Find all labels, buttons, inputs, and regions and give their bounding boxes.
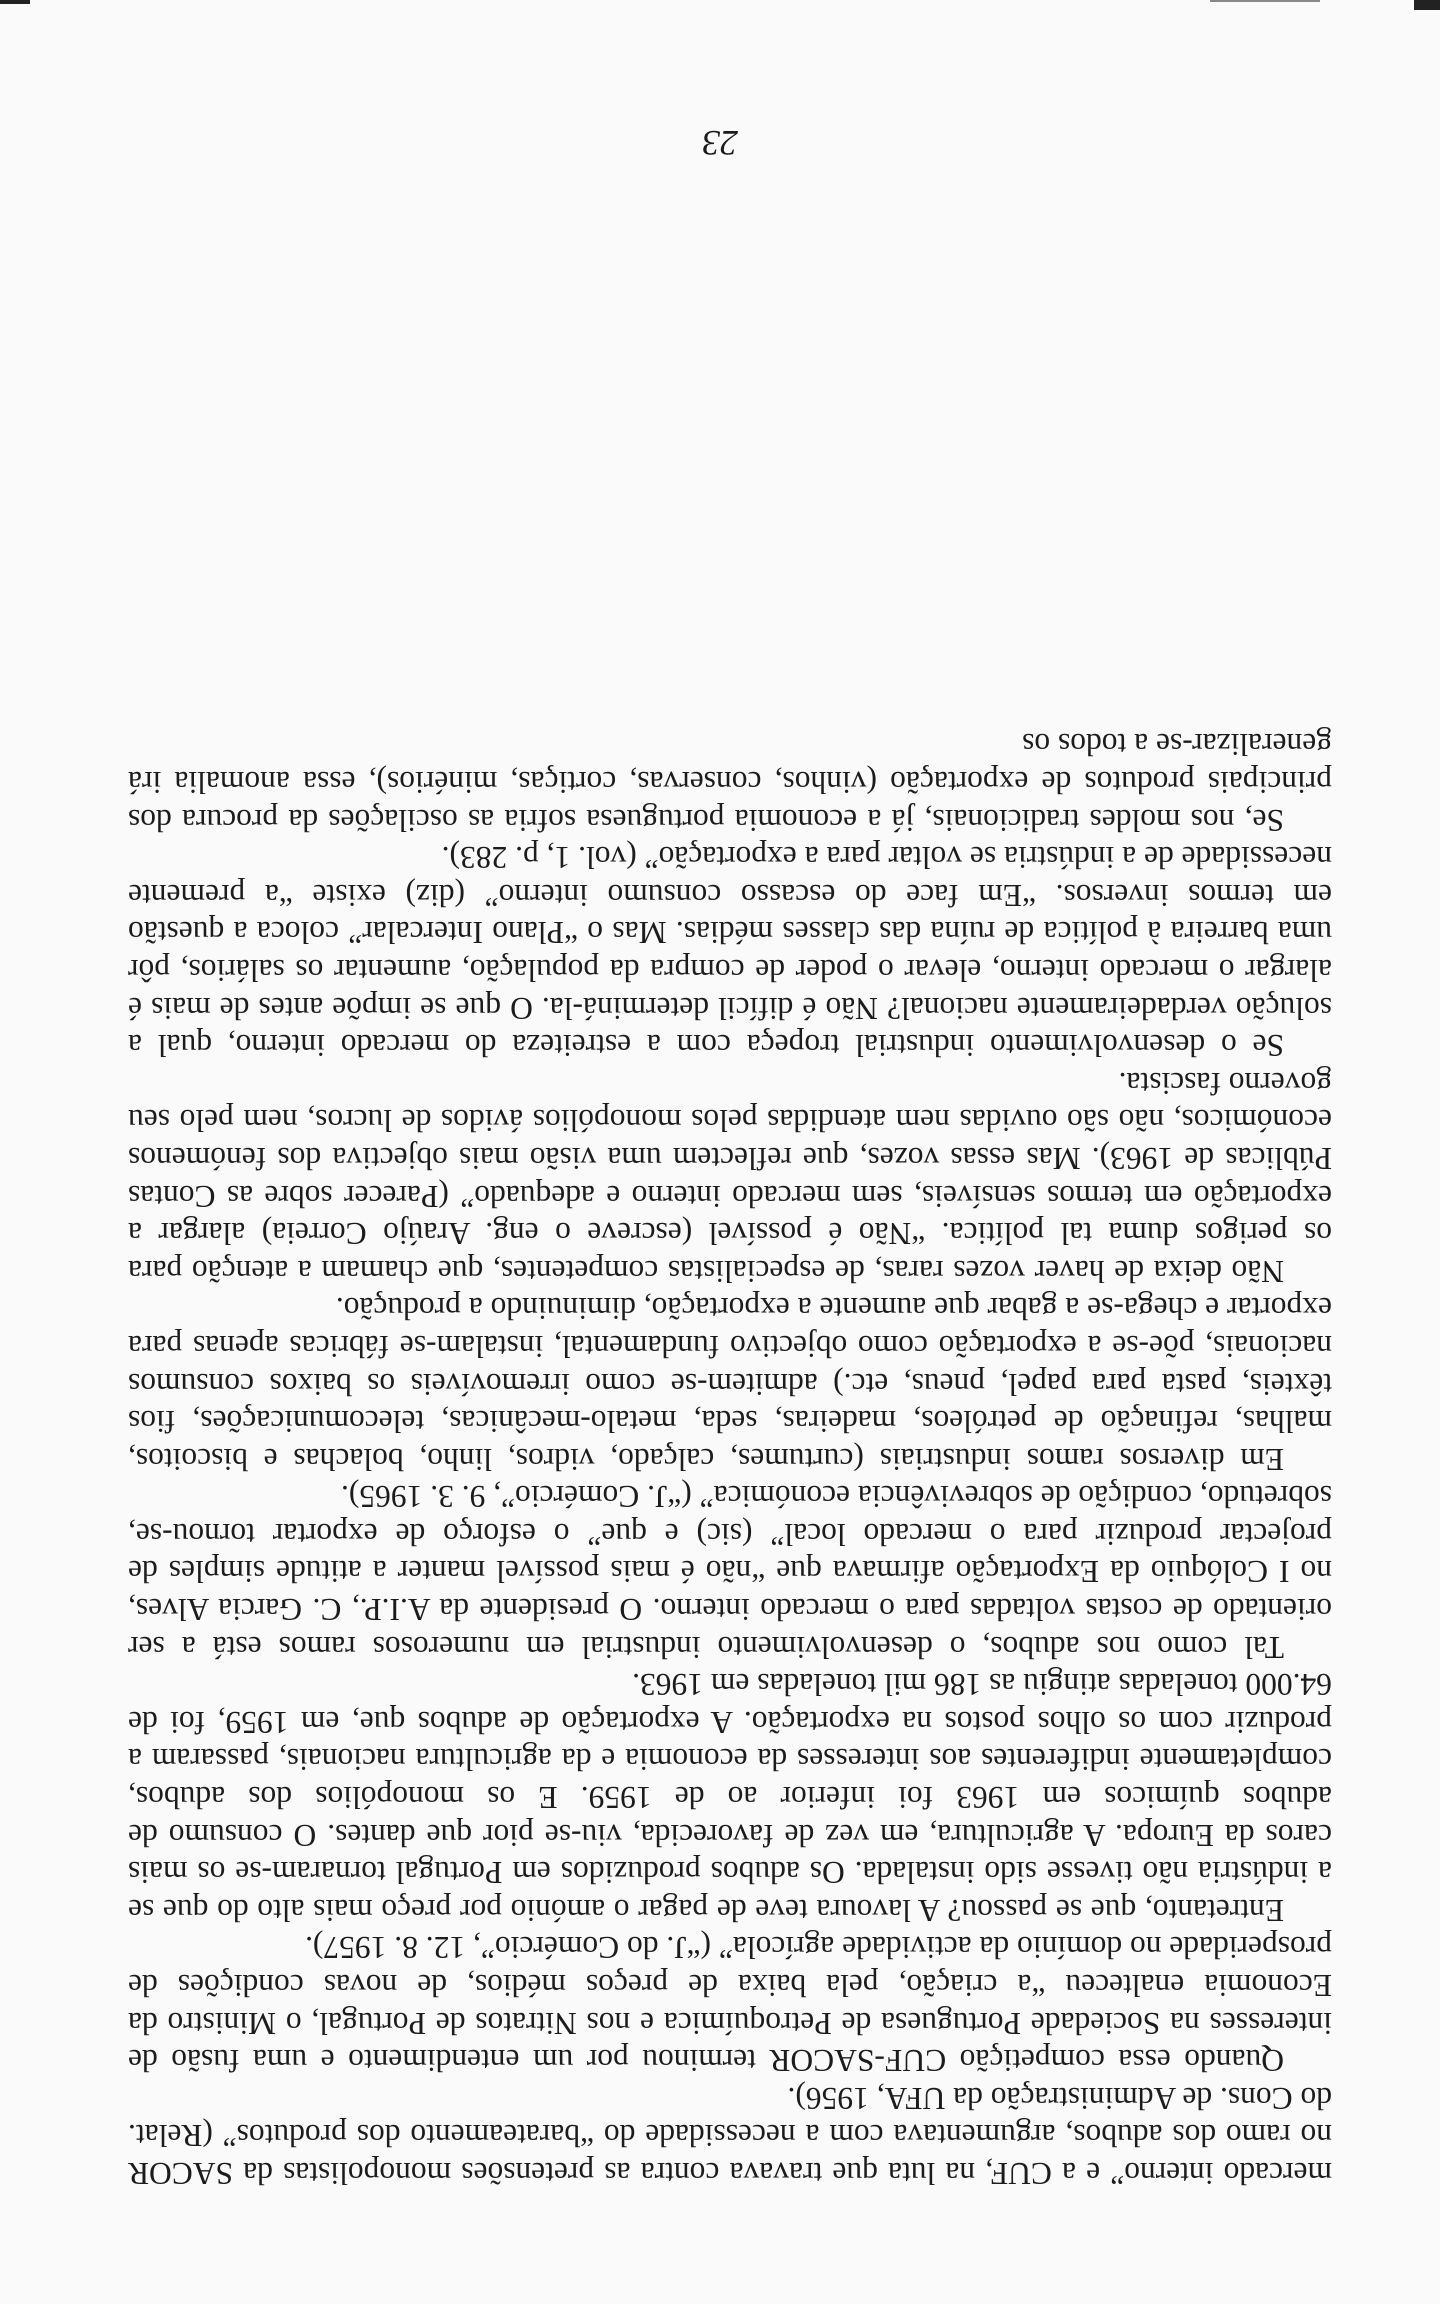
paragraph: mercado interno” e a CUF, na luta que travava contra as pretensões monopolistas da SACOR no ramo dos adubos, argumentava com a necessidade do “barateamento dos produtos” (Relat. do Cons. de Administração da UFA, 1956). xyxy=(128,2080,1332,2191)
paragraph: Quando essa competição CUF-SACOR terminou por um entendimento e uma fusão de interesses na Sociedade Portuguesa de Petroquímica e nos Nitratos de Portugal, o Ministro da Economia enalteceu “a criação, pela baixa de preços médios, de novas condições de prosperidade no domínio da actividade agrícola” (“J. do Comércio”, 12. 8. 1957). xyxy=(128,1930,1332,2079)
paragraph: Entretanto, que se passou? A lavoura teve de pagar o amónio por preço mais alto do que se a indústria não tivesse sido instalada. Os adubos produzidos em Portugal tornaram-se os mais caros da Europa. A agricultura, em vez de favorecida, viu-se pior que dantes. O consumo de adubos químicos em 1963 foi inferior ao de 1959. E os monopólios dos adubos, completamente indiferentes aos interesses da economia e da agricultura nacionais, passaram a produzir com os olhos postos na exportação. A exportação de adubos que, em 1959, foi de 64.000 toneladas atingiu as 186 mil toneladas em 1963. xyxy=(128,1667,1332,1928)
page-number: 23 xyxy=(702,123,738,163)
paragraph: Se, nos moldes tradicionais, já a economia portuguesa sofria as oscilações da procura dos principais produtos de exportação (vinhos, conservas, cortiças, minérios), essa anomalia irá generalizar-se a todos os xyxy=(128,727,1332,838)
paragraph: Se o desenvolvimento industrial tropeça com a estreiteza do mercado interno, qual a solução verdadeiramente nacional? Não é difícil determiná-la. O que se impõe antes de mais é alargar o mercado interno, elevar o poder de compra da população, aumentar os salários, pôr uma barreira à política de ruína das classes médias. Mas o “Plano Intercalar” coloca a questão em termos inversos. “Em face do escasso consumo interno” (diz) existe “a premente necessidade de a indústria se voltar para a exportação” (vol. 1, p. 283). xyxy=(128,840,1332,1064)
body-text xyxy=(128,726,1332,2192)
paragraph: Não deixa de haver vozes raras, de especialistas competentes, que chamam a atenção para os perigos duma tal política. “Não é possível (escreve o eng. Araújo Correia) alargar a exportação em termos sensíveis, sem mercado interno e adequado” (Parecer sobre as Contas Públicas de 1963). Mas essas vozes, que reflectem uma visão mais objectiva dos fenómenos económicos, não são ouvidas nem atendidas pelos monopólios ávidos de lucros, nem pelo seu governo fascista. xyxy=(128,1065,1332,1289)
paragraph: Em diversos ramos industriais (curtumes, calçado, vidros, linho, bolachas e biscoitos, malhas, refinação de petróleos, madeiras, seda, metalo-mecânicas, telecomunicações, fios têxteis, pasta para papel, pneus, etc.) admitem-se como irremovíveis os baixos consumos nacionais, põe-se a exportação como objectivo fundamental, instalam-se fábricas apenas para exportar e chega-se a gabar que aumente a exportação, diminuindo a produção. xyxy=(128,1291,1332,1477)
paragraph: Tal como nos adubos, o desenvolvimento industrial em numerosos ramos está a ser orientado de costas voltadas para o mercado interno. O presidente da A.I.P., C. Garcia Alves, no I Colóquio da Exportação afirmava que “não é mais possível manter a atitude simples de projectar produzir para o mercado local” (sic) e que” o esforço de exportar tornou-se, sobretudo, condição de sobrevivência económica” (“J. Comércio”, 9. 3. 1965). xyxy=(128,1479,1332,1665)
